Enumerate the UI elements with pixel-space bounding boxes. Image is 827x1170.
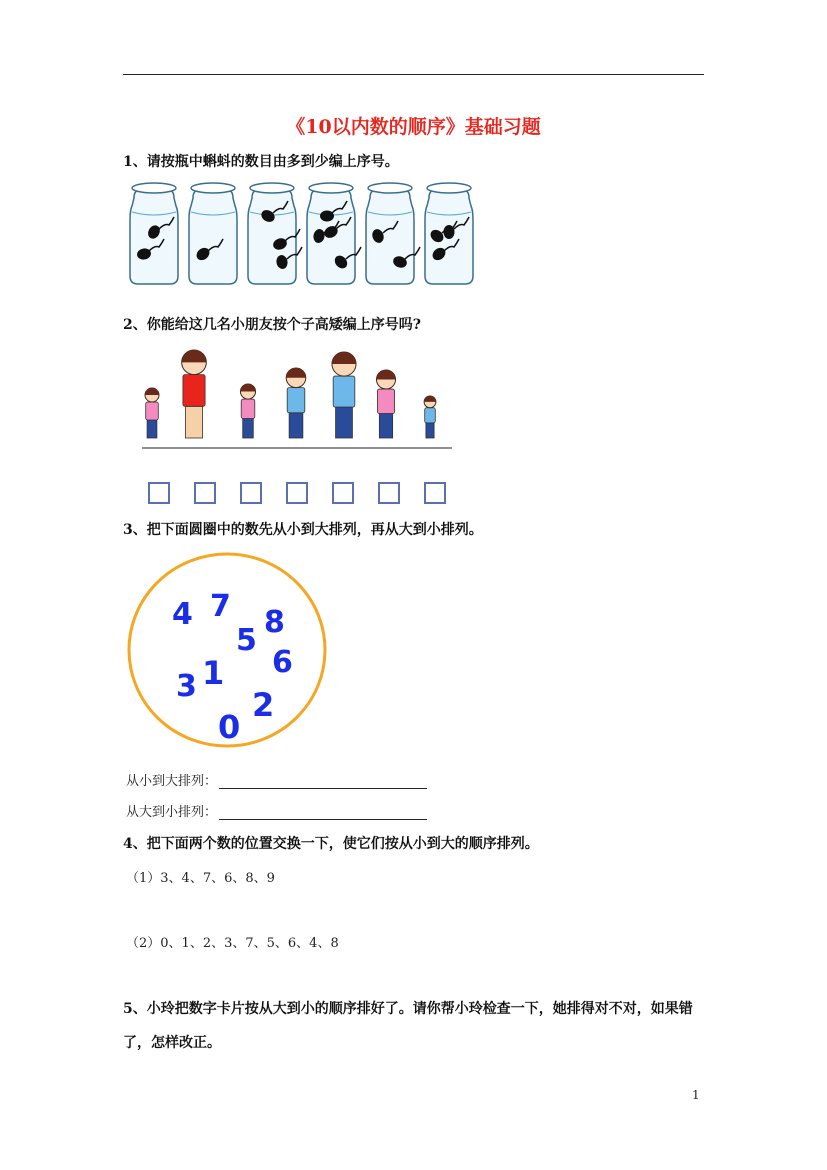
- circle-number: 3: [176, 669, 197, 704]
- answer-box[interactable]: [194, 482, 216, 504]
- circle-number: 1: [202, 654, 225, 692]
- small-to-large-label: 从小到大排列：: [126, 774, 218, 789]
- page-title: 《10以内数的顺序》基础习题: [286, 116, 541, 138]
- q4-item-1: （1）3、4、7、6、8、9: [126, 871, 275, 886]
- question-1: 1、请按瓶中蝌蚪的数目由多到少编上序号。: [123, 154, 399, 170]
- large-to-small-label: 从大到小排列：: [126, 805, 218, 820]
- q4-item-2: （2）0、1、2、3、7、5、6、4、8: [126, 936, 339, 951]
- circle-number: 0: [218, 708, 241, 746]
- answer-box[interactable]: [148, 482, 170, 504]
- children-illustration: [138, 340, 456, 452]
- header-rule: [123, 74, 704, 75]
- jar: [307, 183, 361, 284]
- question-3: 3、把下面圆圈中的数先从小到大排列，再从大到小排列。: [123, 522, 483, 538]
- child-figure: [240, 384, 255, 438]
- question-4: 4、把下面两个数的位置交换一下，使它们按从小到大的顺序排列。: [123, 836, 539, 852]
- question-5: 5、小玲把数字卡片按从大到小的顺序排好了。请你帮小玲检查一下，她排得对不对，如果错了，怎样改正。: [123, 1001, 693, 1051]
- jar: [366, 183, 420, 284]
- answer-box[interactable]: [378, 482, 400, 504]
- circle-number: 2: [252, 686, 275, 724]
- child-figure: [182, 350, 207, 438]
- answer-box[interactable]: [332, 482, 354, 504]
- large-to-small-blank[interactable]: [219, 805, 427, 820]
- child-figure: [332, 352, 356, 438]
- child-figure: [286, 368, 306, 438]
- jar: [425, 183, 473, 284]
- large-to-small-line: [126, 801, 427, 820]
- answer-box[interactable]: [240, 482, 262, 504]
- answer-box[interactable]: [424, 482, 446, 504]
- circle-number: 5: [236, 623, 257, 658]
- page-number: 1: [692, 1088, 700, 1102]
- small-to-large-blank[interactable]: [219, 774, 427, 789]
- number-circle: [124, 550, 330, 750]
- circle-number: 6: [272, 645, 293, 680]
- tadpole-jars-illustration: [126, 180, 478, 288]
- circle-number: 8: [264, 605, 285, 640]
- child-figure: [145, 388, 159, 438]
- question-2: 2、你能给这几名小朋友按个子高矮编上序号吗?: [123, 317, 421, 333]
- circle-number: 7: [210, 589, 231, 624]
- answer-box[interactable]: [286, 482, 308, 504]
- small-to-large-line: [126, 770, 427, 789]
- jar: [189, 183, 237, 284]
- jar: [248, 183, 302, 284]
- jar: [130, 183, 178, 284]
- child-figure: [424, 396, 436, 438]
- circle-number: 4: [172, 597, 193, 632]
- child-figure: [376, 370, 395, 438]
